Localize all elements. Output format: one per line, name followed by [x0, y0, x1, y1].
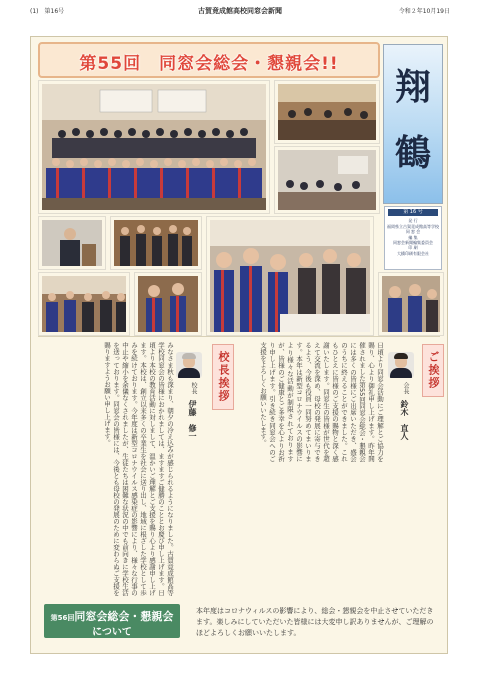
students-photo-image: [138, 276, 198, 332]
newsletter-name: 古賀竟成館高校同窓会新聞: [198, 7, 282, 15]
president-nameplate: [400, 382, 411, 462]
issue-date: 令和２年10月19日: [398, 8, 450, 15]
president-role: 会長: [402, 382, 409, 394]
dinner-photo-image: [42, 276, 126, 332]
president-portrait: [388, 352, 414, 378]
venue-photo-1: [274, 80, 380, 144]
page-number: (1) 第16号: [30, 8, 65, 15]
president-text-lower: [244, 470, 440, 596]
badge-number: 第56回: [50, 614, 75, 622]
cancellation-notice: 本年度はコロナウィルスの影響により、総会・懇親会を中止させていただきます。楽しみにしていただいた皆様には大変申し訳ありませんが、ご理解のほどよろしくお願いいたします。: [196, 607, 434, 637]
masthead-logo: [383, 44, 443, 204]
party-photo-2: [378, 272, 444, 336]
principal-role: 校長: [190, 382, 197, 394]
info-line: 発 行: [408, 218, 418, 224]
principal-portrait: [176, 352, 202, 378]
page-header: [30, 4, 450, 16]
speaker-photo-image: [42, 220, 102, 266]
next-meeting-badge: [44, 604, 180, 638]
party-photo-2-image: [382, 276, 440, 332]
info-line: 大橋印刷有限会社: [397, 250, 429, 256]
president-text-upper: 日頃より同窓会活動にご理解とご協力を賜り、心より御礼申し上げます。昨年開催されました第55回同窓会総会・懇親会には多くの皆様にご出席いただき、盛会のうちに終えることができました。これもひとえに皆様のご支援の賜物と深く感謝いたします。同窓生の皆様が世代を超えて交流を深め、母校の発展に寄与できるよう、今後も役員一同努めてまいります。本年は新型コロナウイルスの影響により様々な活動が制限されておりますが、皆様のご健康とご多幸を心よりお祈り申し上げます。引き続き同窓会へのご支援をよろしくお願いいたします。: [259, 342, 384, 462]
toast-photo: [110, 216, 202, 270]
badge-subtitle: について: [92, 627, 132, 638]
venue-photo-2: [274, 146, 380, 214]
principal-text: みなさま秋も深まり、朝夕の冷え込みが感じられるようになりました。古賀竟成館高等学校同窓会の皆様におかれましては、ますますご健勝のこととお慶び申し上げます。日頃より本校の教育活動に対しまして、温かいご理解とご支援を賜り心より感謝申し上げます。本校は、創立以来多くの卒業生を社会に送り出し、地域に根ざした学校として歩みを続けております。今年度は新型コロナウイルス感染症の影響により、様々な行事の中止や縮小を余儀なくされましたが、生徒たちは困難な状況の中でも前向きに学校生活を送っております。同窓会の皆様には、今後とも母校の発展のために変わらぬご支援を賜りますようお願い申し上げます。: [103, 342, 174, 596]
info-line: 同窓会新聞編集委員会: [393, 240, 433, 246]
group-photo: [38, 80, 270, 214]
group-photo-image: [42, 84, 266, 210]
party-photo-1-image: [210, 220, 370, 332]
publication-info: [384, 206, 442, 270]
badge-title-line: [44, 608, 180, 624]
president-heading: ご挨拶: [422, 344, 444, 397]
principal-heading: 校長挨拶: [212, 344, 234, 410]
issue-number: 第 16 号: [388, 209, 438, 216]
section-divider: [38, 336, 440, 337]
president-name: 鈴木 直人: [400, 400, 410, 440]
principal-name: 伊藤 修一: [188, 400, 198, 440]
info-line: 同 窓 会: [405, 229, 421, 235]
toast-photo-image: [114, 220, 198, 266]
info-line: 福岡県立古賀竟成館高等学校: [387, 223, 439, 229]
headline-title: 第55回 同窓会総会・懇親会!!: [79, 54, 339, 74]
info-line: 編 集: [408, 234, 418, 240]
dinner-photo: [38, 272, 130, 336]
headline-banner: [38, 42, 380, 78]
venue-photo-1-image: [278, 84, 376, 140]
party-photo-1: [206, 216, 374, 336]
info-line: 印 刷: [408, 245, 418, 251]
masthead-char-2: 鶴: [394, 132, 431, 174]
speaker-photo: [38, 216, 106, 270]
masthead-char-1: 翔: [394, 66, 431, 108]
students-photo: [134, 272, 202, 336]
badge-title: 同窓会総会・懇親会: [74, 610, 174, 623]
venue-photo-2-image: [278, 150, 376, 210]
principal-nameplate: [188, 382, 199, 462]
